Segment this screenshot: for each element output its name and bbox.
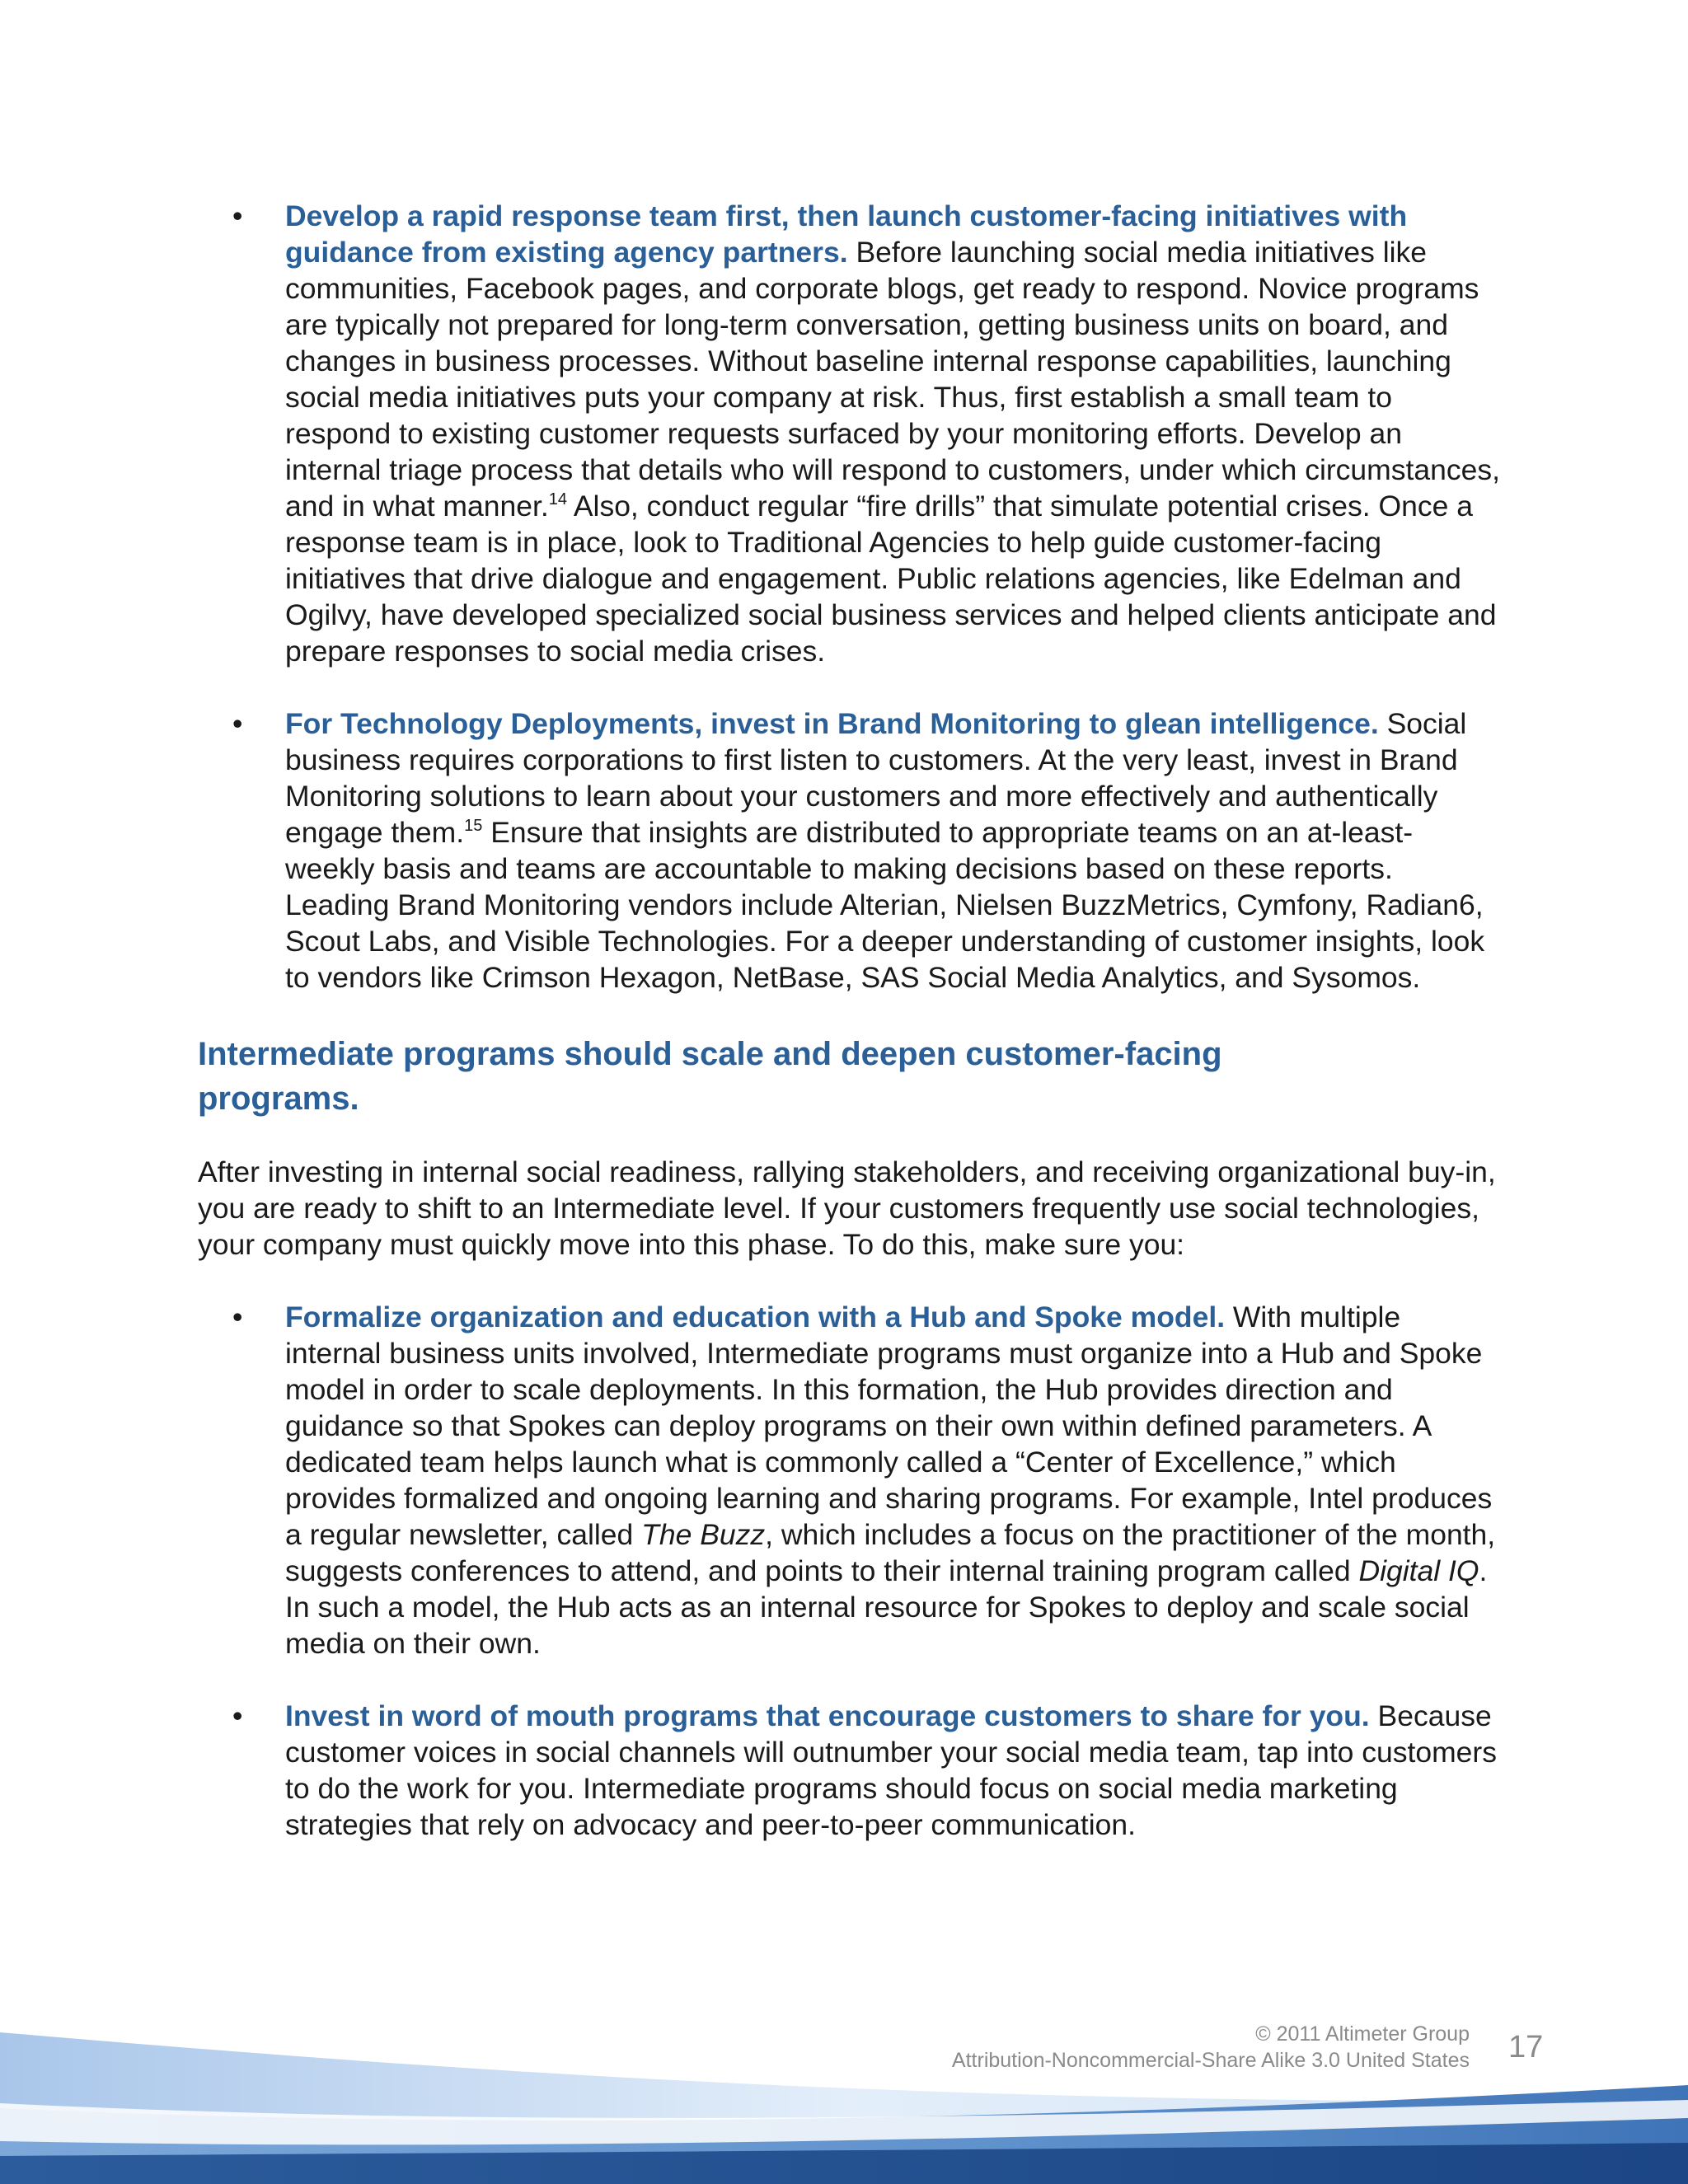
- list-item: [198, 705, 1500, 996]
- bullet-icon: •: [232, 707, 243, 740]
- license: Attribution-Noncommercial-Share Alike 3.0 United States: [951, 2049, 1470, 2072]
- list-item: [198, 198, 1500, 669]
- footnote-ref: 15: [464, 817, 483, 835]
- bullet-lead: Develop a rapid response team first, then launch customer-facing initiatives with guidance from existing agency partners.: [285, 199, 1408, 269]
- bullet-text: Also, conduct regular “fire drills” that simulate potential crises. Once a response team is in place, look to Traditional Agencies to help guide customer-facing initiatives that drive dialogue and engagement. Public relations agencies, like Edelman and Ogilvy, have developed specialized social business services and helped clients anticipate and prepare responses to social media crises.: [285, 490, 1497, 668]
- newsletter-title: The Buzz: [641, 1518, 766, 1551]
- bullet-list-bottom: [198, 1299, 1500, 1843]
- bullet-text: Social business requires corporations to first listen to customers. At the very least, invest in Brand Monitoring solutions to learn about your customers and more effectively and authentically engage them.: [285, 707, 1467, 849]
- bullet-lead: Formalize organization and education with a Hub and Spoke model.: [285, 1301, 1226, 1333]
- bullet-text: With multiple internal business units involved, Intermediate programs must organize into a Hub and Spoke model in order to scale deployments. In this formation, the Hub provides direction and guidance so that Spokes can deploy programs on their own within defined parameters. A dedicated team helps launch what is commonly called a “Center of Excellence,” which provides formalized and ongoing learning and sharing programs. For example, Intel produces a regular newsletter, called: [285, 1301, 1493, 1551]
- bullet-icon: •: [232, 199, 243, 232]
- list-item: [198, 1698, 1500, 1843]
- copyright: © 2011 Altimeter Group: [1255, 2022, 1470, 2046]
- section-heading: Intermediate programs should scale and deepen customer-facing programs.: [198, 1036, 1222, 1117]
- training-program-title: Digital IQ: [1358, 1554, 1479, 1587]
- bullet-list-top: [198, 198, 1500, 996]
- list-item: [198, 1299, 1500, 1661]
- bullet-text: , which includes a focus on the practitioner of the month, suggests conferences to attend, and points to their internal training program called: [285, 1518, 1496, 1587]
- footnote-ref: 14: [548, 490, 567, 509]
- bullet-icon: •: [232, 1301, 243, 1333]
- bullet-lead: For Technology Deployments, invest in Brand Monitoring to glean intelligence.: [285, 707, 1379, 740]
- page-number: 17: [1508, 2030, 1544, 2064]
- page-content: [198, 198, 1500, 1879]
- bullet-text: Because customer voices in social channels will outnumber your social media team, tap into customers to do the work for you. Intermediate programs should focus on social media marketing strategies that rely on advocacy and peer-to-peer communication.: [285, 1699, 1497, 1841]
- bullet-text: Before launching social media initiatives like communities, Facebook pages, and corporate blogs, get ready to respond. Novice programs are typically not prepared for long-term conversation, getting business units on board, and changes in business processes. Without baseline internal response capabilities, launching social media initiatives puts your company at risk. Thus, first establish a small team to respond to existing customer requests surfaced by your monitoring efforts. Develop an internal triage process that details who will respond to customers, under which circumstances, and in what manner.: [285, 236, 1500, 523]
- bullet-icon: •: [232, 1699, 243, 1732]
- bullet-text: Ensure that insights are distributed to appropriate teams on an at-least-weekly basis and teams are accountable to making decisions based on these reports. Leading Brand Monitoring vendors include Alterian, Nielsen BuzzMetrics, Cymfony, Radian6, Scout Labs, and Visible Technologies. For a deeper understanding of customer insights, look to vendors like Crimson Hexagon, NetBase, SAS Social Media Analytics, and Sysomos.: [285, 816, 1485, 994]
- bullet-lead: Invest in word of mouth programs that encourage customers to share for you.: [285, 1699, 1370, 1732]
- footer-text: [952, 2021, 1470, 2074]
- bullet-text: . In such a model, the Hub acts as an internal resource for Spokes to deploy and scale social media on their own.: [285, 1554, 1488, 1660]
- intro-paragraph: After investing in internal social readiness, rallying stakeholders, and receiving organizational buy-in, you are ready to shift to an Intermediate level. If your customers frequently use social technologies, your company must quickly move into this phase. To do this, make sure you:: [198, 1155, 1496, 1261]
